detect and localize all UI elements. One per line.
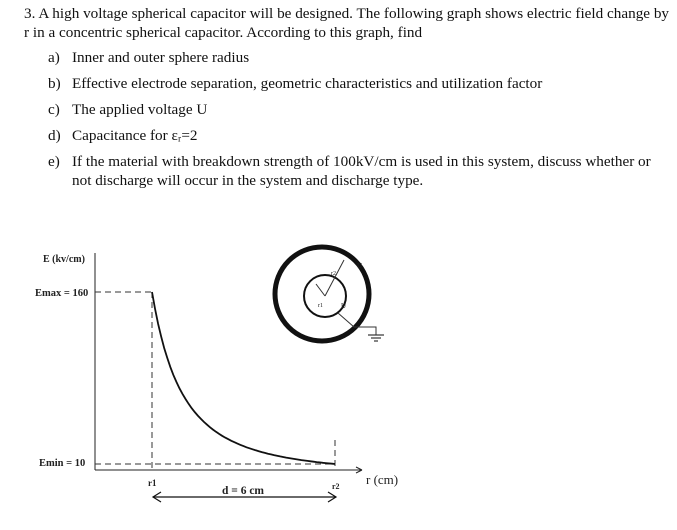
part-text: Inner and outer sphere radius (72, 49, 250, 66)
x-axis-label: r (cm) (366, 472, 399, 487)
field-figure (0, 225, 677, 525)
part-letter: a) (48, 49, 60, 66)
inset-r1-line (316, 284, 325, 296)
d-label: d = 6 cm (222, 485, 265, 497)
question-block (24, 4, 670, 197)
field-curve (152, 292, 335, 464)
part-a (24, 48, 670, 67)
inset-lead (338, 313, 354, 327)
inset-u-outer-label: U (357, 262, 363, 270)
part-letter: c) (48, 101, 60, 118)
part-letter: e) (48, 153, 60, 170)
inset-r1-label: r1 (318, 303, 323, 309)
inset-r2-label: r2 (331, 271, 336, 277)
emin-label: Emin = 10 (39, 458, 86, 469)
emax-label: Emax = 160 (35, 288, 89, 299)
part-letter: d) (48, 127, 61, 144)
part-text: If the material with breakdown strength of 100kV/cm is used in this system, discuss whether or not discharge will occur in the system and discharge type. (72, 153, 651, 189)
part-d (24, 126, 670, 145)
r2-label: r2 (332, 482, 340, 491)
inset-r2-line (325, 260, 344, 296)
inset-u-inner-label: U (341, 302, 347, 310)
r1-label: r1 (148, 478, 157, 488)
part-c (24, 100, 670, 119)
part-e (24, 152, 670, 190)
field-graph (0, 225, 677, 525)
part-b (24, 74, 670, 93)
capacitor-inset (275, 247, 384, 341)
part-text: Effective electrode separation, geometric characteristics and utilization factor (72, 75, 543, 92)
part-letter: b) (48, 75, 61, 92)
question-parts (24, 48, 670, 190)
question-title (24, 4, 670, 42)
part-text: The applied voltage U (72, 101, 208, 118)
question-number: 3. (24, 5, 36, 22)
question-text: A high voltage spherical capacitor will be designed. The following graph shows electric field change by r in a concentric spherical capacitor. According to this graph, find (24, 5, 670, 41)
part-text: Capacitance for εᵣ=2 (72, 127, 198, 144)
y-axis-label: E (kv/cm) (43, 254, 85, 265)
